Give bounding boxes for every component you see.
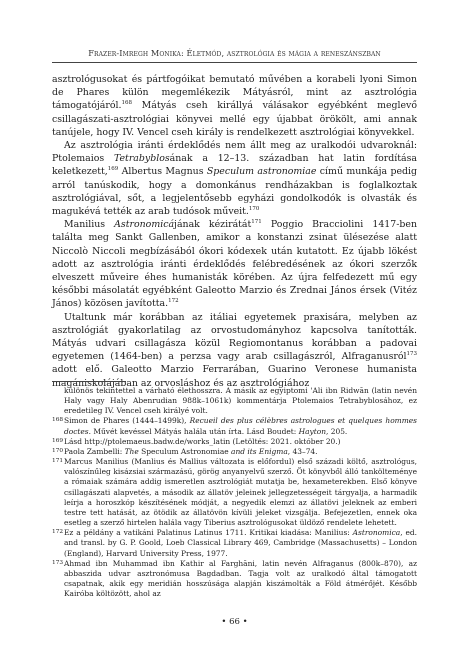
- paragraph-3: [52, 218, 417, 310]
- footnote-ref[interactable]: 169: [107, 166, 119, 173]
- work-title: Recueil des plus célèbres astrologues et quelques hommes doctes: [64, 416, 417, 436]
- paragraph-4: [52, 311, 417, 390]
- paragraph-text: ának a 12–13. században hat latin fordítása keletkezett,: [52, 153, 417, 178]
- footnotes: [52, 386, 417, 599]
- footnote-text: , 43–74.: [287, 446, 318, 456]
- footnote-continuation: [52, 386, 417, 416]
- footnote-number: 173: [52, 559, 64, 566]
- footnote-number: 169: [52, 437, 64, 444]
- work-title: Astronomicá: [114, 219, 175, 231]
- footnote-168: [52, 416, 417, 436]
- footnote-ref[interactable]: 168: [121, 100, 132, 107]
- work-title: Tetrabyblos: [113, 153, 170, 165]
- footnote-172: [52, 528, 417, 558]
- footnote-text: , ed. and transl. by G. P. Goold, Loeb Classical Library 469, Cambridge (Massachusetts) – London (England), Harvard University Press, 1977.: [64, 528, 417, 558]
- footnote-170: [52, 447, 417, 457]
- paragraph-text: Mátyás cseh királlyá válásakor egyébként meglevő csillagászati-asztrológiai könyvei mellé egy újabbat örökölt, ami annak tanújele, hogy IV. Vencel cseh király is rendelkezett asztrológiai könyvekkel.: [52, 100, 417, 138]
- page-number: • 66 •: [221, 617, 248, 627]
- footnote-text: . Művét kevéssel Mátyás halála után írta. Lásd Boudet:: [88, 426, 299, 436]
- footnote-text: Ez a példány a vatikáni Palatinus Latinus 1711. Kritikai kiadása: Manilius:: [64, 528, 353, 538]
- work-title: Hayton: [298, 426, 326, 436]
- paragraph-1: [52, 73, 417, 139]
- work-title: and its Enigma: [231, 446, 288, 456]
- paragraph-text: jának kézirátát: [174, 219, 252, 231]
- footnote-171: [52, 457, 417, 528]
- paragraph-text: című munkája pedig arról tanúskodik, hogy a domonkánus rendházakban is foglalkoztak asztrológiával, sőt, a legjelentősebb egyházi gondolkodók is olvasták és magukévá tették az arab tudósok műveit.: [52, 166, 417, 218]
- paragraph-text: asztrológusokat és pártfogóikat bemutató művében a korabeli lyoni Simon de Phares külön megemlékezik Mátyásról, mint az asztrológia támogatójáról.: [52, 74, 417, 112]
- main-text: [52, 73, 417, 390]
- paragraph-2: [52, 139, 417, 218]
- footnote-text: Marcus Manilius (Manlius és Mallius változata is előfordul) első századi költő, asztrológus, valószínűleg kisázsiai származású, görög anyanyelvű szerző. Öt könyvből álló tankölteménye a rómaiak számára addig ismeretlen asztrológiát mutatja be, hexameterekben. Első könyve csillagászati alapvetés, a második az állatöv jeleinek jellegzetességeit tárgyalja, a harmadik leírja a horoszkóp készítésének módját, a negyedik elemzi az állatövi jeleknek az emberi testre tett hatását, az ötödik az állatövön kívüli jeleket vizsgálja. Befejezetlen, ennek oka esetleg a szerző hirtelen halála vagy Tiberius asztrológusokat üldöző rendelete lehetett.: [64, 457, 417, 528]
- footnote-rule: [52, 381, 126, 382]
- footnote-text: Lásd http://ptolemaeus.badw.de/works_latin (Letöltés: 2021. október 20.): [64, 436, 341, 446]
- footnote-text: Speculum Astronomiae: [138, 446, 232, 456]
- paragraph-text: Albertus Magnus: [118, 166, 207, 178]
- footnote-ref[interactable]: 173: [406, 351, 417, 358]
- work-title: The: [124, 446, 139, 456]
- footnote-text: különös tekintettel a várható élethosszra. A másik az egyiptomi 'Ali ibn Ridwān (latin nevén Haly vagy Haly Abenrudian 988k–1061k) kommentárja Ptolemaios Tetrabyblosához, ez eredetileg IV. Vencel cseh királyé volt.: [64, 386, 417, 416]
- footnote-ref[interactable]: 172: [168, 298, 179, 305]
- work-title: Astronomica: [352, 528, 401, 538]
- work-title: Speculum astronomiae: [206, 166, 317, 178]
- footnote-number: 172: [52, 529, 64, 536]
- footnote-number: 170: [52, 447, 64, 454]
- footnote-text: Ahmad ibn Muhammad ibn Kathir al Farghāni, latin nevén Alfraganus (800k–870), az abbaszida udvar asztronómusa Bagdadban. Tagja volt az uralkodó által támogatott csapatnak, akik egy meridián hosszúsága alapján kiszámolták a Föld átmérőjét. Később Kairóba költözött, ahol az: [64, 558, 417, 599]
- footnote-173: [52, 559, 417, 600]
- footnote-number: 171: [52, 458, 64, 465]
- header-rule: [52, 62, 417, 63]
- paragraph-text: adott elő. Galeotto Marzio Ferrarában, Guarino Veronese humanista magániskolájában az orvosláshoz és az asztrológiához: [52, 364, 417, 389]
- paragraph-text: Manilius: [64, 219, 115, 231]
- footnote-ref[interactable]: 171: [251, 219, 262, 226]
- footnote-169: [52, 437, 417, 447]
- paragraph-text: Utaltunk már korábban az itáliai egyetemek praxisára, melyben az asztrológiát gyakorlatilag az orvostudományhoz kapcsolva tanították. Mátyás udvari csillagásza közül Regiomontanus korábban a padovai egyetemen (1464-ben) a perzsa vagy arab csillagászról, Alfraganusról: [52, 311, 417, 363]
- footnote-text: Paola Zambelli:: [64, 446, 125, 456]
- paragraph-text: Poggio Bracciolini 1417-ben találta meg Sankt Gallenben, amikor a konstanzi zsinat ülésezése alatt Niccolò Niccoli megbízásából ókori kódexek után kutatott. Ez újabb lökést adott az asztrológia iránti érdeklődés felébredésének az ókori szerzők elveszett műveire éhes humanisták körében. Az újra felfedezett mű egy későbbi másolatát egyébként Galeotto Marzio és Zrednai János érsek (Vitéz János) közösen javította.: [52, 219, 417, 310]
- footnote-text: Simon de Phares (1444–1499k),: [64, 416, 190, 426]
- footnote-ref[interactable]: 170: [248, 205, 260, 212]
- footnote-text: , 205.: [326, 426, 348, 436]
- footnote-number: 168: [52, 417, 64, 424]
- running-header: Frazer-Imregh Monika: Életmód, asztrológia és mágia a reneszánszban: [88, 48, 381, 58]
- paragraph-text: Az asztrológia iránti érdeklődés nem állt meg az uralkodói udvaroknál: Ptolemaios: [52, 140, 417, 165]
